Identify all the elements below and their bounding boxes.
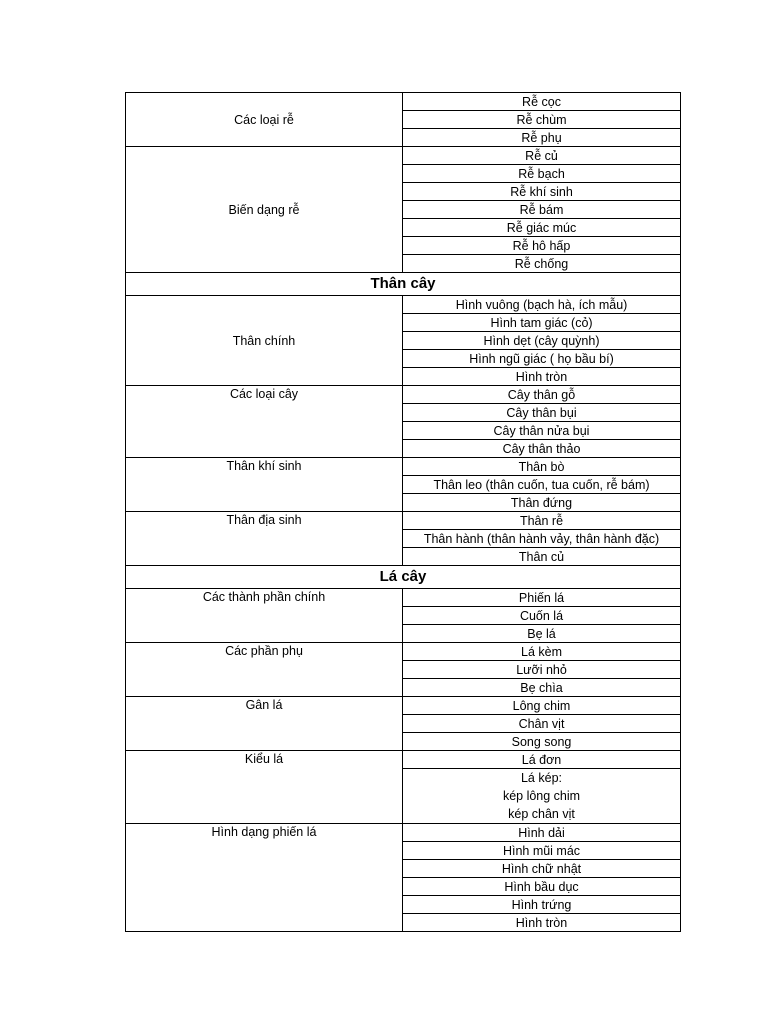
table-row bbox=[126, 589, 681, 607]
item-cell: Hình tròn bbox=[403, 914, 681, 932]
category-label: Kiểu lá bbox=[126, 751, 403, 824]
table-row bbox=[126, 458, 681, 476]
item-cell: Rễ củ bbox=[403, 147, 681, 165]
item-cell: Bẹ lá bbox=[403, 625, 681, 643]
table-row bbox=[126, 751, 681, 769]
item-cell: Thân rễ bbox=[403, 512, 681, 530]
item-cell: Rễ bạch bbox=[403, 165, 681, 183]
item-cell: Thân leo (thân cuốn, tua cuốn, rễ bám) bbox=[403, 476, 681, 494]
item-cell: Hình trứng bbox=[403, 896, 681, 914]
category-label: Các phần phụ bbox=[126, 643, 403, 697]
item-cell: Thân bò bbox=[403, 458, 681, 476]
item-cell: Cuốn lá bbox=[403, 607, 681, 625]
table-row bbox=[126, 512, 681, 530]
category-label: Thân địa sinh bbox=[126, 512, 403, 566]
item-cell: Hình tam giác (cỏ) bbox=[403, 314, 681, 332]
item-cell: Hình ngũ giác ( họ bầu bí) bbox=[403, 350, 681, 368]
item-cell: Hình dẹt (cây quỳnh) bbox=[403, 332, 681, 350]
item-cell: Rễ khí sinh bbox=[403, 183, 681, 201]
item-cell: Rễ chùm bbox=[403, 111, 681, 129]
category-label: Biến dạng rễ bbox=[126, 147, 403, 273]
category-label: Các thành phần chính bbox=[126, 589, 403, 643]
item-cell: Rễ bám bbox=[403, 201, 681, 219]
category-label: Các loại cây bbox=[126, 386, 403, 458]
item-cell: Cây thân gỗ bbox=[403, 386, 681, 404]
item-cell: Rễ giác múc bbox=[403, 219, 681, 237]
table-row bbox=[126, 386, 681, 404]
item-cell: Cây thân bụi bbox=[403, 404, 681, 422]
item-cell: Hình chữ nhật bbox=[403, 860, 681, 878]
item-cell: Hình bầu dục bbox=[403, 878, 681, 896]
item-cell: Lá kèm bbox=[403, 643, 681, 661]
classification-table bbox=[125, 92, 681, 932]
item-cell: Rễ hô hấp bbox=[403, 237, 681, 255]
item-cell: Song song bbox=[403, 733, 681, 751]
category-label: Gân lá bbox=[126, 697, 403, 751]
item-cell: Rễ cọc bbox=[403, 93, 681, 111]
table-row bbox=[126, 296, 681, 314]
table-row bbox=[126, 643, 681, 661]
section-heading: Thân cây bbox=[126, 273, 681, 296]
item-cell: Lông chim bbox=[403, 697, 681, 715]
item-cell: Thân đứng bbox=[403, 494, 681, 512]
item-cell: Bẹ chìa bbox=[403, 679, 681, 697]
item-line: kép chân vịt bbox=[508, 807, 575, 821]
table-row bbox=[126, 697, 681, 715]
item-cell: Hình vuông (bạch hà, ích mẫu) bbox=[403, 296, 681, 314]
item-cell: Rễ phụ bbox=[403, 129, 681, 147]
item-cell: Lá đơn bbox=[403, 751, 681, 769]
item-cell: Chân vịt bbox=[403, 715, 681, 733]
table-body bbox=[126, 93, 681, 932]
section-row bbox=[126, 273, 681, 296]
item-cell bbox=[403, 769, 681, 824]
category-label: Thân chính bbox=[126, 296, 403, 386]
table-row bbox=[126, 147, 681, 165]
item-line: kép lông chim bbox=[502, 789, 581, 803]
item-cell: Cây thân thảo bbox=[403, 440, 681, 458]
item-cell: Thân củ bbox=[403, 548, 681, 566]
item-cell: Thân hành (thân hành vảy, thân hành đặc) bbox=[403, 530, 681, 548]
item-cell: Rễ chống bbox=[403, 255, 681, 273]
section-heading: Lá cây bbox=[126, 566, 681, 589]
category-label: Thân khí sinh bbox=[126, 458, 403, 512]
item-cell: Hình tròn bbox=[403, 368, 681, 386]
section-row bbox=[126, 566, 681, 589]
category-label: Các loại rễ bbox=[126, 93, 403, 147]
item-cell: Phiến lá bbox=[403, 589, 681, 607]
item-cell: Hình dải bbox=[403, 824, 681, 842]
item-cell: Cây thân nửa bụi bbox=[403, 422, 681, 440]
item-cell: Lưỡi nhỏ bbox=[403, 661, 681, 679]
table-row bbox=[126, 824, 681, 842]
item-line: Lá kép: bbox=[520, 771, 562, 785]
item-cell: Hình mũi mác bbox=[403, 842, 681, 860]
table-row bbox=[126, 93, 681, 111]
category-label: Hình dạng phiến lá bbox=[126, 824, 403, 932]
